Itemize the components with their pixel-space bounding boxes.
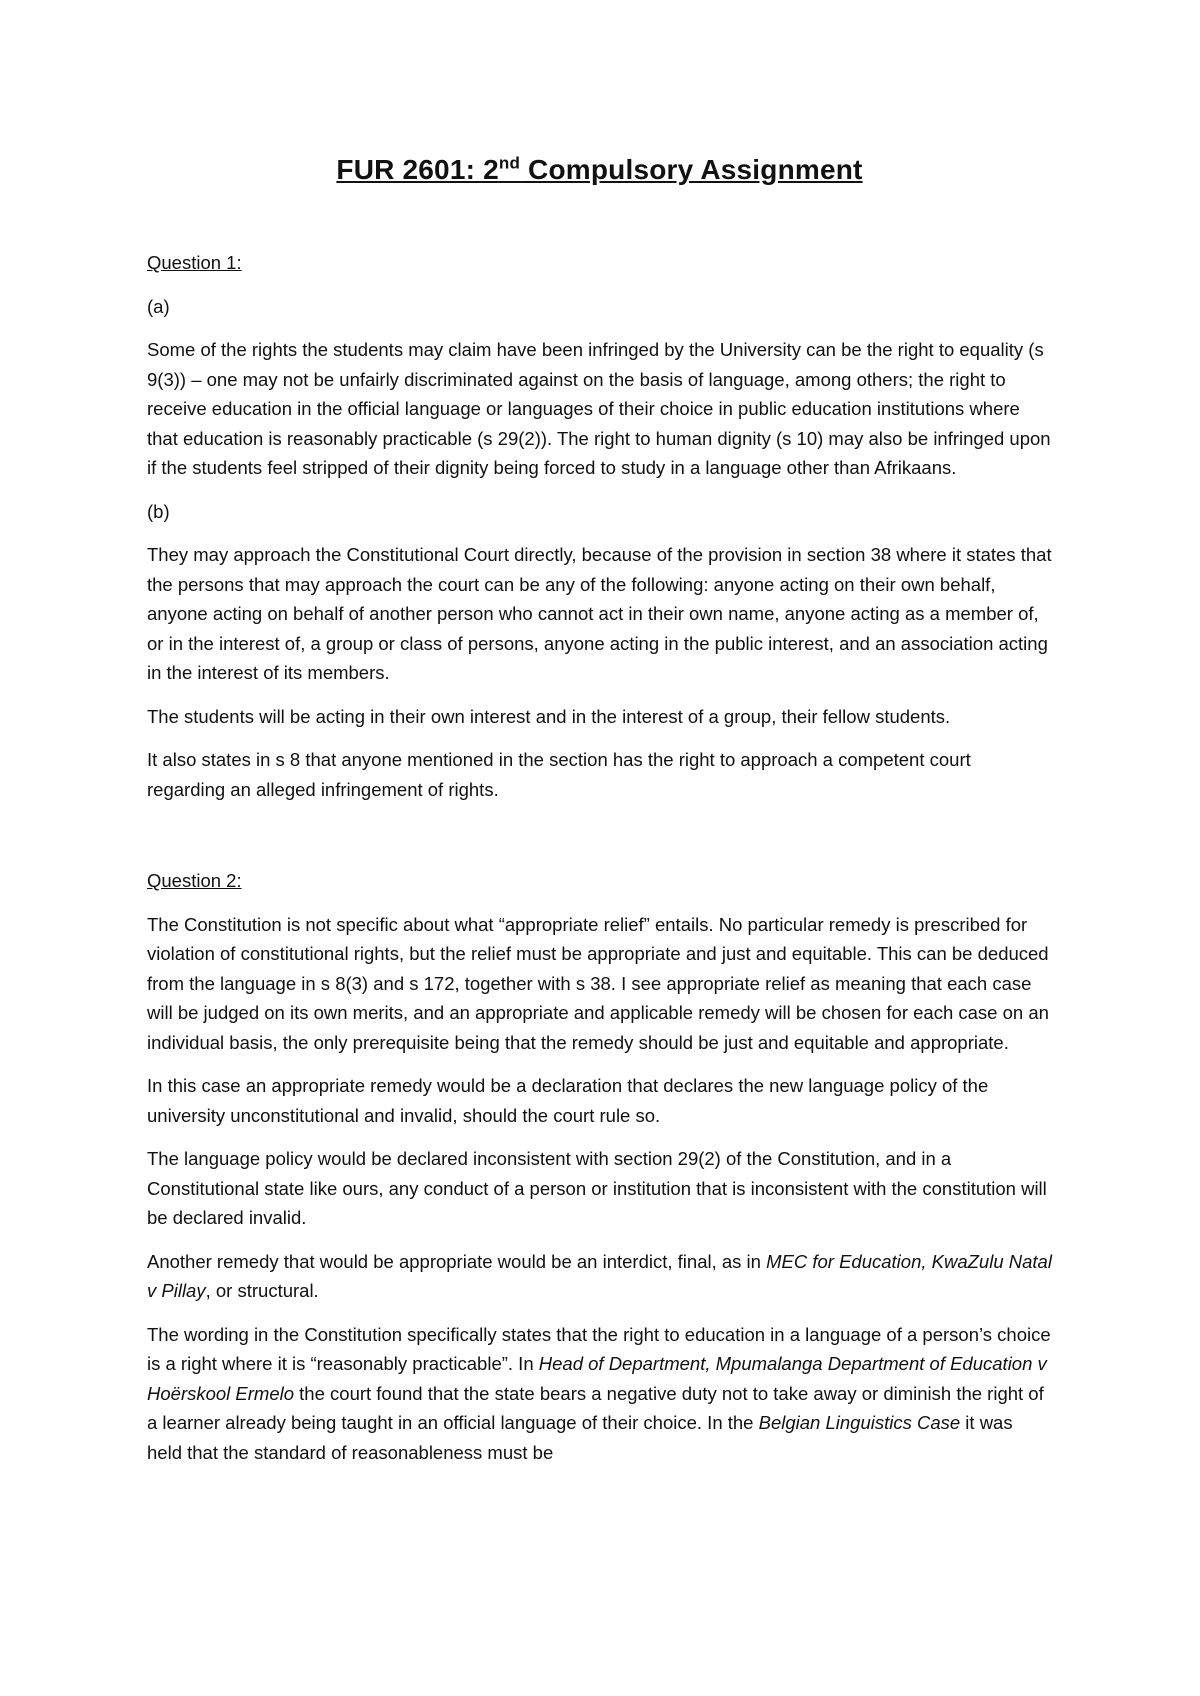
part-a-paragraph: Some of the rights the students may claim have been infringed by the University can be the right to equality (s 9(3)) – one may not be unfairly discriminated against on the basis of language, among others; the right to receive education in the official language or languages of their choice in public education institutions where that education is reasonably practicable (s 29(2)). The right to human dignity (s 10) may also be infringed upon if the students feel stripped of their dignity being forced to study in a language other than Afrikaans. (147, 339, 1051, 478)
part-b-paragraph-2: The students will be acting in their own interest and in the interest of a group, their fellow students. (147, 705, 951, 727)
question-2-paragraph-5: The wording in the Constitution specifically states that the right to education in a language of a person’s choice is a right where it is “reasonably practicable”. In Head of Department, Mpumalanga Department of Education v Hoërskool Ermelo the court found that the state bears a negative duty not to take away or diminish the right of a learner already being taught in an official language of their choice. In the Belgian Linguistics Case it was held that the standard of reasonableness must be (147, 1323, 1051, 1463)
question-2-paragraph-2: In this case an appropriate remedy would be a declaration that declares the new language policy of the university unconstitutional and invalid, should the court rule so. (147, 1075, 989, 1126)
case-citation: Head of Department, Mpumalanga Department of Education v Hoërskool Ermelo (147, 1353, 1047, 1404)
title-text: FUR 2601: 2 (336, 154, 499, 185)
part-a-label: (a) (147, 295, 170, 317)
document-title (147, 150, 1052, 190)
part-b-paragraph-1: They may approach the Constitutional Court directly, because of the provision in section 38 where it states that the persons that may approach the court can be any of the following: anyone acting on their own behalf, anyone acting on behalf of another person who cannot act in their own name, anyone acting as a member of, or in the interest of, a group or class of persons, anyone acting in the public interest, and an association acting in the interest of its members. (147, 544, 1052, 683)
section-spacer (147, 818, 1052, 866)
question-2-paragraph-3: The language policy would be declared inconsistent with section 29(2) of the Constitution, and in a Constitutional state like ours, any conduct of a person or institution that is inconsistent with the constitution will be declared invalid. (147, 1148, 1047, 1228)
question-2-paragraph-1: The Constitution is not specific about what “appropriate relief” entails. No particular remedy is prescribed for violation of constitutional rights, but the relief must be appropriate and just and equitable. This can be deduced from the language in s 8(3) and s 172, together with s 38. I see appropriate relief as meaning that each case will be judged on its own merits, and an appropriate and applicable remedy will be chosen for each case on an individual basis, the only prerequisite being that the remedy should be just and equitable and appropriate. (147, 913, 1049, 1053)
question-2-heading: Question 2: (147, 870, 242, 891)
part-b-paragraph-3: It also states in s 8 that anyone mentioned in the section has the right to approach a competent court regarding an alleged infringement of rights. (147, 749, 971, 800)
part-b-label: (b) (147, 500, 170, 522)
case-citation: MEC for Education, KwaZulu Natal v Pillay (147, 1250, 1052, 1301)
case-citation: Belgian Linguistics Case (758, 1412, 961, 1433)
question-2-paragraph-4: Another remedy that would be appropriate would be an interdict, final, as in MEC for Education, KwaZulu Natal v Pillay, or structural. (147, 1250, 1052, 1301)
document-body (147, 150, 1052, 1481)
title-text-end: Compulsory Assignment (520, 154, 863, 185)
title-superscript: nd (498, 153, 521, 173)
question-1-heading: Question 1: (147, 252, 242, 273)
